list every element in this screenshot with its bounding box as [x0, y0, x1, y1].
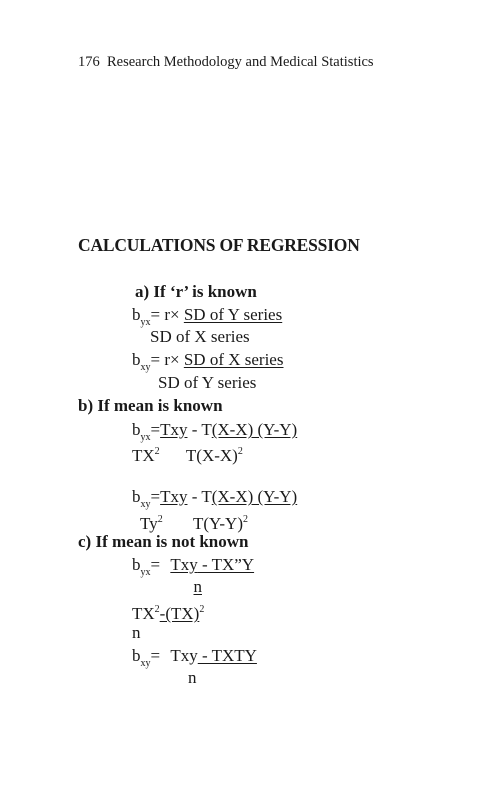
heading-r-known: a) If ‘r’ is known	[135, 282, 257, 301]
eq-a2-numerator: SD of X series	[183, 350, 284, 369]
eq-c2-n: n	[188, 668, 197, 687]
running-title: Research Methodology and Medical Statistics	[107, 54, 374, 70]
running-header	[78, 52, 374, 72]
eq-c2-numerator-line: $b_{xy}=$ Txy - TXTY	[132, 646, 257, 669]
eq-c1-n2: n	[132, 623, 141, 642]
heading-mean-not-known: c) If mean is not known	[78, 532, 249, 551]
heading-mean-known: b) If mean is known	[78, 396, 223, 415]
eq-c1-n-line: n	[193, 577, 202, 596]
eq-a1-numerator: SD of Y series	[183, 305, 283, 324]
section-title: CALCULATIONS OF REGRESSION	[78, 235, 360, 255]
eq-b1-denominator-line: $TX^2$ $T(X-X)^2$	[132, 446, 243, 465]
page-number: 176	[78, 54, 100, 70]
eq-a1-denominator: SD of X series	[150, 327, 250, 346]
eq-c1-numerator-line: $b_{yx}=$ Txy - TX”Y	[132, 555, 255, 578]
eq-a1-numerator-line: $b_{yx}= r\times$ SD of Y series	[132, 305, 283, 328]
eq-b2-denominator-line: Ty$^2$ $T(Y-Y)^2$	[140, 514, 248, 533]
eq-a2-denominator: SD of Y series	[158, 373, 257, 392]
eq-b2-numerator-line: $b_{xy}=Txy - T(X-X)$ (Y-Y)	[132, 487, 298, 510]
eq-b1-numerator-line: $b_{yx}=Txy - T(X-X)$ (Y-Y)	[132, 420, 298, 443]
eq-a2-numerator-line: $b_{xy}= r\times$ SD of X series	[132, 350, 284, 373]
eq-c1-denominator-line: $TX^2-(TX)^2$	[132, 604, 205, 623]
